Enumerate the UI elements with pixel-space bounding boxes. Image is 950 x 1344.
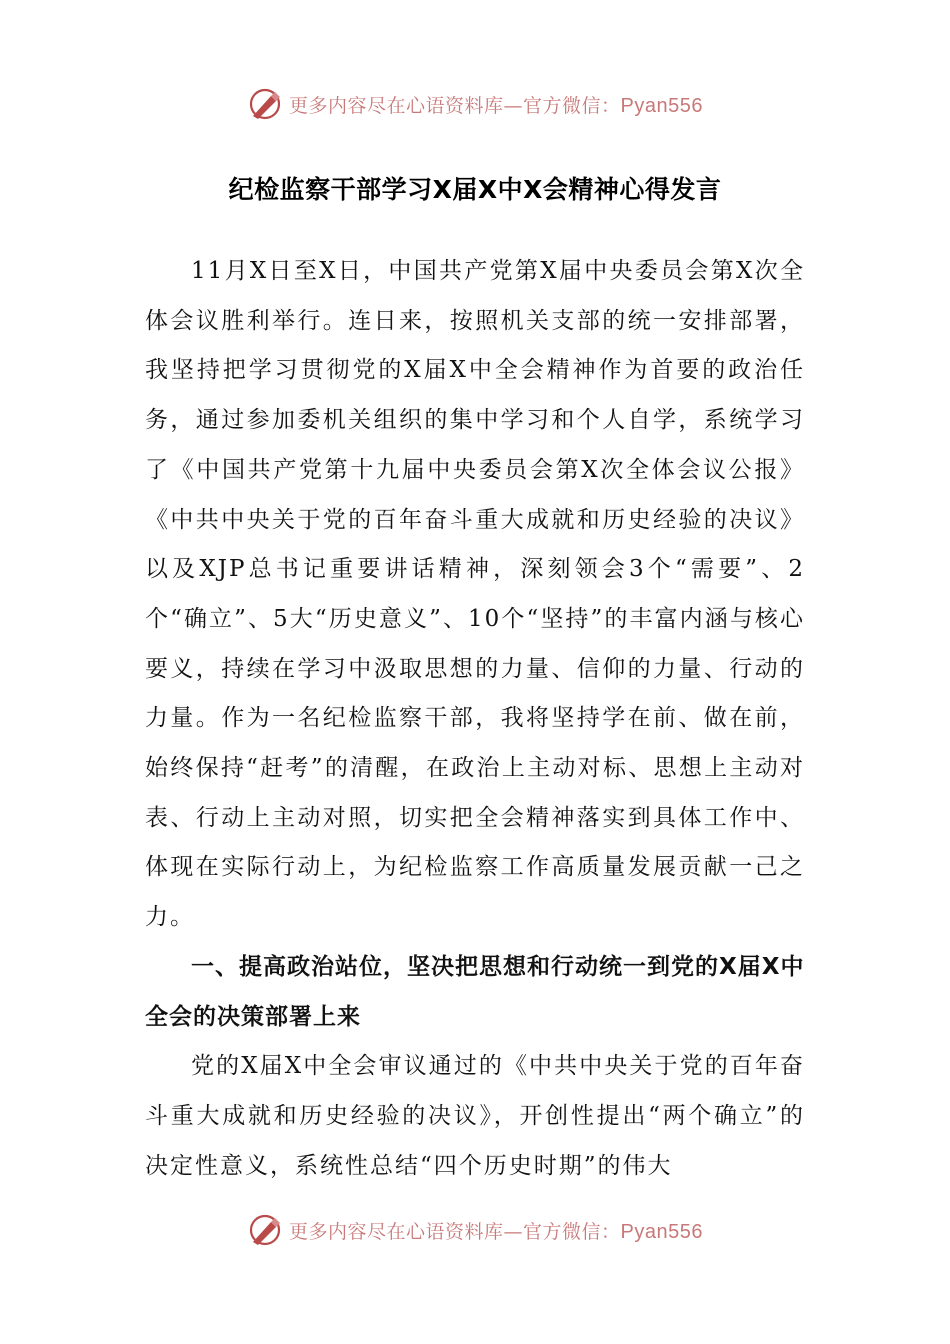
watermark-header — [0, 82, 950, 126]
document-title: 纪检监察干部学习X届X中X会精神心得发言 — [228, 175, 722, 204]
document-body — [145, 247, 805, 1191]
pen-nib-circle-icon — [247, 86, 283, 122]
watermark-text: 更多内容尽在心语资料库—官方微信：Pyan556 — [289, 1220, 703, 1243]
paragraph-1: 11月X日至X日，中国共产党第X届中央委员会第X次全体会议胜利举行。连日来，按照机关支部的统一安排部署，我坚持把学习贯彻党的X届X中全会精神作为首要的政治任务，通过参加委机关组织的集中学习和个人自学，系统学习了《中国共产党第十九届中央委员会第X次全体会议公报》《中共中央关于党的百年奋斗重大成就和历史经验的决议》以及XJP总书记重要讲话精神，深刻领会3个“需要”、2个“确立”、5大“历史意义”、10个“坚持”的丰富内涵与核心要义，持续在学习中汲取思想的力量、信仰的力量、行动的力量。作为一名纪检监察干部，我将坚持学在前、做在前，始终保持“赶考”的清醒，在政治上主动对标、思想上主动对表、行动上主动对照，切实把全会精神落实到具体工作中、体现在实际行动上，为纪检监察工作高质量发展贡献一己之力。 — [145, 258, 805, 931]
watermark-footer — [0, 1208, 950, 1252]
pen-nib-circle-icon — [247, 1212, 283, 1248]
watermark-text: 更多内容尽在心语资料库—官方微信：Pyan556 — [289, 94, 703, 117]
paragraph-2: 党的X届X中全会审议通过的《中共中央关于党的百年奋斗重大成就和历史经验的决议》，开创性提出“两个确立”的决定性意义，系统性总结“四个历史时期”的伟大 — [145, 1053, 805, 1179]
section-heading-1: 一、提高政治站位，坚决把思想和行动统一到党的X届X中全会的决策部署上来 — [145, 953, 805, 1030]
